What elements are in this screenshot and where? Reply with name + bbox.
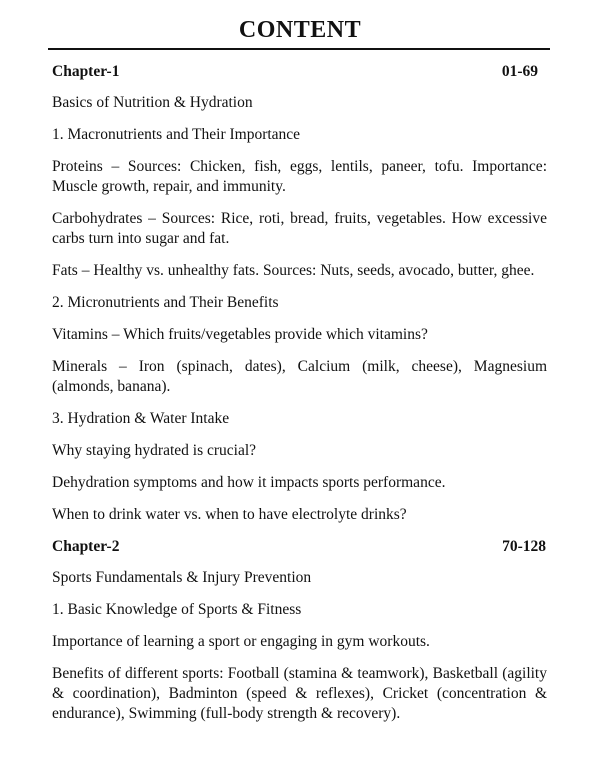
table-of-contents: [52, 62, 547, 736]
toc-entry: When to drink water vs. when to have electrolyte drinks?: [52, 506, 407, 523]
toc-entry: Why staying hydrated is crucial?: [52, 442, 257, 459]
page-title: CONTENT: [238, 17, 362, 43]
chapter-heading: [52, 537, 547, 557]
toc-entry: Carbohydrates – Sources: Rice, roti, bread, fruits, vegetables. How excessive carbs turn into sugar and fat.: [52, 210, 547, 247]
toc-entry: Benefits of different sports: Football (stamina & teamwork), Basketball (agility & coordination), Badminton (speed & reflexes), Cricket (concentration & endurance), Swimming (full-body strength & recovery).: [52, 665, 547, 722]
chapter-heading: [52, 62, 547, 82]
chapter-pages: 01-69: [501, 63, 538, 80]
chapter-label: Chapter-1: [52, 63, 120, 80]
toc-entry: 1. Macronutrients and Their Importance: [52, 126, 301, 143]
title-divider: [48, 48, 550, 50]
chapter-label: Chapter-2: [52, 538, 120, 555]
toc-entry: Basics of Nutrition & Hydration: [52, 94, 253, 111]
toc-entry: Fats – Healthy vs. unhealthy fats. Sources: Nuts, seeds, avocado, butter, ghee.: [52, 262, 535, 279]
toc-entry: Dehydration symptoms and how it impacts sports performance.: [52, 474, 446, 491]
toc-entry: Importance of learning a sport or engaging in gym workouts.: [52, 633, 430, 650]
toc-entry: Proteins – Sources: Chicken, fish, eggs, lentils, paneer, tofu. Importance: Muscle growth, repair, and immunity.: [52, 158, 547, 195]
toc-entry: Minerals – Iron (spinach, dates), Calcium (milk, cheese), Magnesium (almonds, banana).: [52, 358, 547, 395]
toc-entry: Vitamins – Which fruits/vegetables provide which vitamins?: [52, 326, 428, 343]
toc-entry: 3. Hydration & Water Intake: [52, 410, 230, 427]
toc-entry: Sports Fundamentals & Injury Prevention: [52, 569, 312, 586]
toc-entry: 2. Micronutrients and Their Benefits: [52, 294, 279, 311]
toc-entry: 1. Basic Knowledge of Sports & Fitness: [52, 601, 302, 618]
chapter-pages: 70-128: [502, 538, 546, 555]
